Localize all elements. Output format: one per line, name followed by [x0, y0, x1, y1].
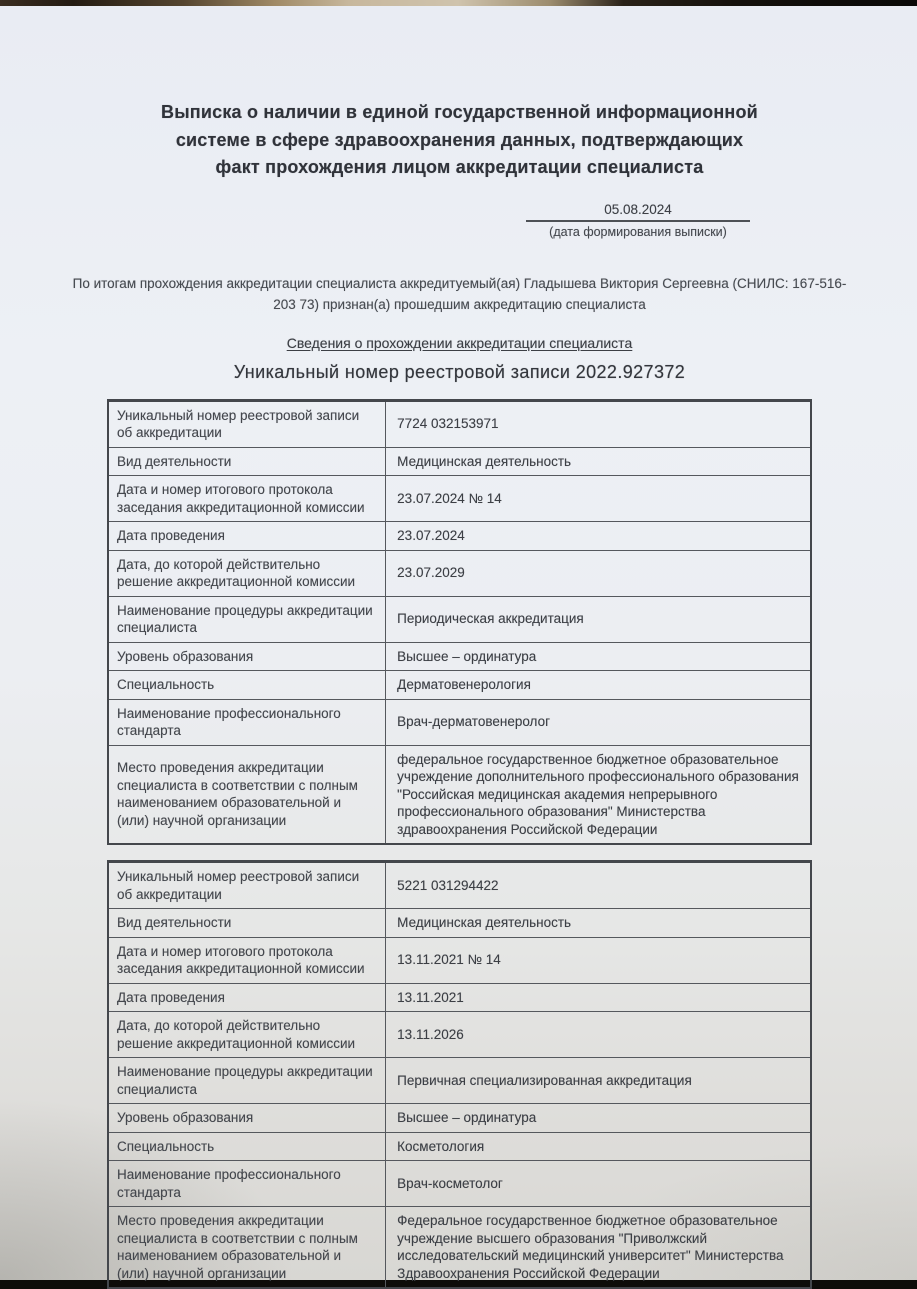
row-value: Врач-косметолог	[386, 1161, 811, 1207]
accreditation-table-previous	[107, 860, 812, 1289]
row-label: Уникальный номер реестровой записи об аккредитации	[108, 862, 386, 909]
row-label: Дата, до которой действительно решение аккредитационной комиссии	[108, 550, 386, 596]
table-row	[108, 699, 811, 745]
row-value: Федеральное государственное бюджетное образовательное учреждение высшего образования "Приволжский исследовательский медицинский университет" Министерства Здравоохранения Российской Федерации	[386, 1207, 811, 1289]
document-title: Выписка о наличии в единой государственной информационной системе в сфере здравоохранения данных, подтверждающих факт прохождения лицом аккредитации специалиста	[161, 102, 758, 177]
issue-date: 05.08.2024	[526, 202, 750, 222]
paper-sheet	[0, 5, 917, 1280]
row-value: 13.11.2026	[386, 1012, 811, 1058]
table-row	[108, 983, 811, 1012]
issue-date-caption: (дата формирования выписки)	[549, 224, 727, 239]
row-value: Дерматовенерология	[386, 671, 811, 700]
table-row	[108, 550, 811, 596]
section-heading: Сведения о прохождении аккредитации специалиста	[286, 334, 633, 351]
row-label: Наименование процедуры аккредитации специалиста	[108, 596, 386, 642]
table-row	[108, 476, 811, 522]
table-row	[108, 671, 811, 700]
table-row	[108, 1132, 811, 1161]
table-row	[108, 1058, 811, 1104]
row-value: Медицинская деятельность	[386, 909, 811, 938]
row-label: Уровень образования	[108, 642, 386, 671]
row-label: Наименование профессионального стандарта	[108, 1161, 386, 1207]
row-value: федеральное государственное бюджетное образовательное учреждение дополнительного профессионального образования "Российская медицинская академия непрерывного профессионального образования" Министерства здравоохранения Российской Федерации	[386, 745, 811, 844]
intro-paragraph: По итогам прохождения аккредитации специалиста аккредитуемый(ая) Гладышева Виктория Сергеевна (СНИЛС: 167-516-203 73) признан(а) прошедшим аккредитацию специалиста	[72, 275, 847, 312]
row-label: Вид деятельности	[108, 447, 386, 476]
table-row	[108, 937, 811, 983]
table-row	[108, 400, 811, 447]
table-row	[108, 862, 811, 909]
row-value: Высшее – ординатура	[386, 642, 811, 671]
row-label: Дата и номер итогового протокола заседания аккредитационной комиссии	[108, 476, 386, 522]
row-value: Косметология	[386, 1132, 811, 1161]
photo-background-edge	[0, 0, 917, 6]
row-label: Наименование профессионального стандарта	[108, 699, 386, 745]
row-value: 7724 032153971	[386, 400, 811, 447]
row-label: Наименование процедуры аккредитации специалиста	[108, 1058, 386, 1104]
row-label: Дата и номер итогового протокола заседания аккредитационной комиссии	[108, 937, 386, 983]
table-row	[108, 1161, 811, 1207]
table-row	[108, 522, 811, 551]
table-row	[108, 909, 811, 938]
row-label: Вид деятельности	[108, 909, 386, 938]
accreditation-table-current	[107, 399, 812, 846]
row-label: Место проведения аккредитации специалиста в соответствии с полным наименованием образовательной и (или) научной организации	[108, 1207, 386, 1289]
table-row	[108, 745, 811, 844]
table-row	[108, 596, 811, 642]
row-value: 23.07.2024 № 14	[386, 476, 811, 522]
row-label: Уровень образования	[108, 1104, 386, 1133]
row-label: Дата, до которой действительно решение аккредитационной комиссии	[108, 1012, 386, 1058]
row-label: Специальность	[108, 671, 386, 700]
row-label: Специальность	[108, 1132, 386, 1161]
issue-date-block	[526, 202, 750, 239]
row-value: Высшее – ординатура	[386, 1104, 811, 1133]
table-row	[108, 1104, 811, 1133]
row-label: Дата проведения	[108, 522, 386, 551]
row-value: Периодическая аккредитация	[386, 596, 811, 642]
table-row	[108, 447, 811, 476]
row-value: 23.07.2029	[386, 550, 811, 596]
table-row	[108, 1012, 811, 1058]
row-value: 23.07.2024	[386, 522, 811, 551]
table-row	[108, 1207, 811, 1289]
row-value: 13.11.2021 № 14	[386, 937, 811, 983]
row-value: Медицинская деятельность	[386, 447, 811, 476]
row-value: Врач-дерматовенеролог	[386, 699, 811, 745]
record-number-heading: Уникальный номер реестровой записи 2022.927372	[233, 361, 686, 382]
row-value: 5221 031294422	[386, 862, 811, 909]
row-value: Первичная специализированная аккредитация	[386, 1058, 811, 1104]
row-value: 13.11.2021	[386, 983, 811, 1012]
row-label: Уникальный номер реестровой записи об аккредитации	[108, 400, 386, 447]
row-label: Место проведения аккредитации специалиста в соответствии с полным наименованием образовательной и (или) научной организации	[108, 745, 386, 844]
row-label: Дата проведения	[108, 983, 386, 1012]
table-row	[108, 642, 811, 671]
